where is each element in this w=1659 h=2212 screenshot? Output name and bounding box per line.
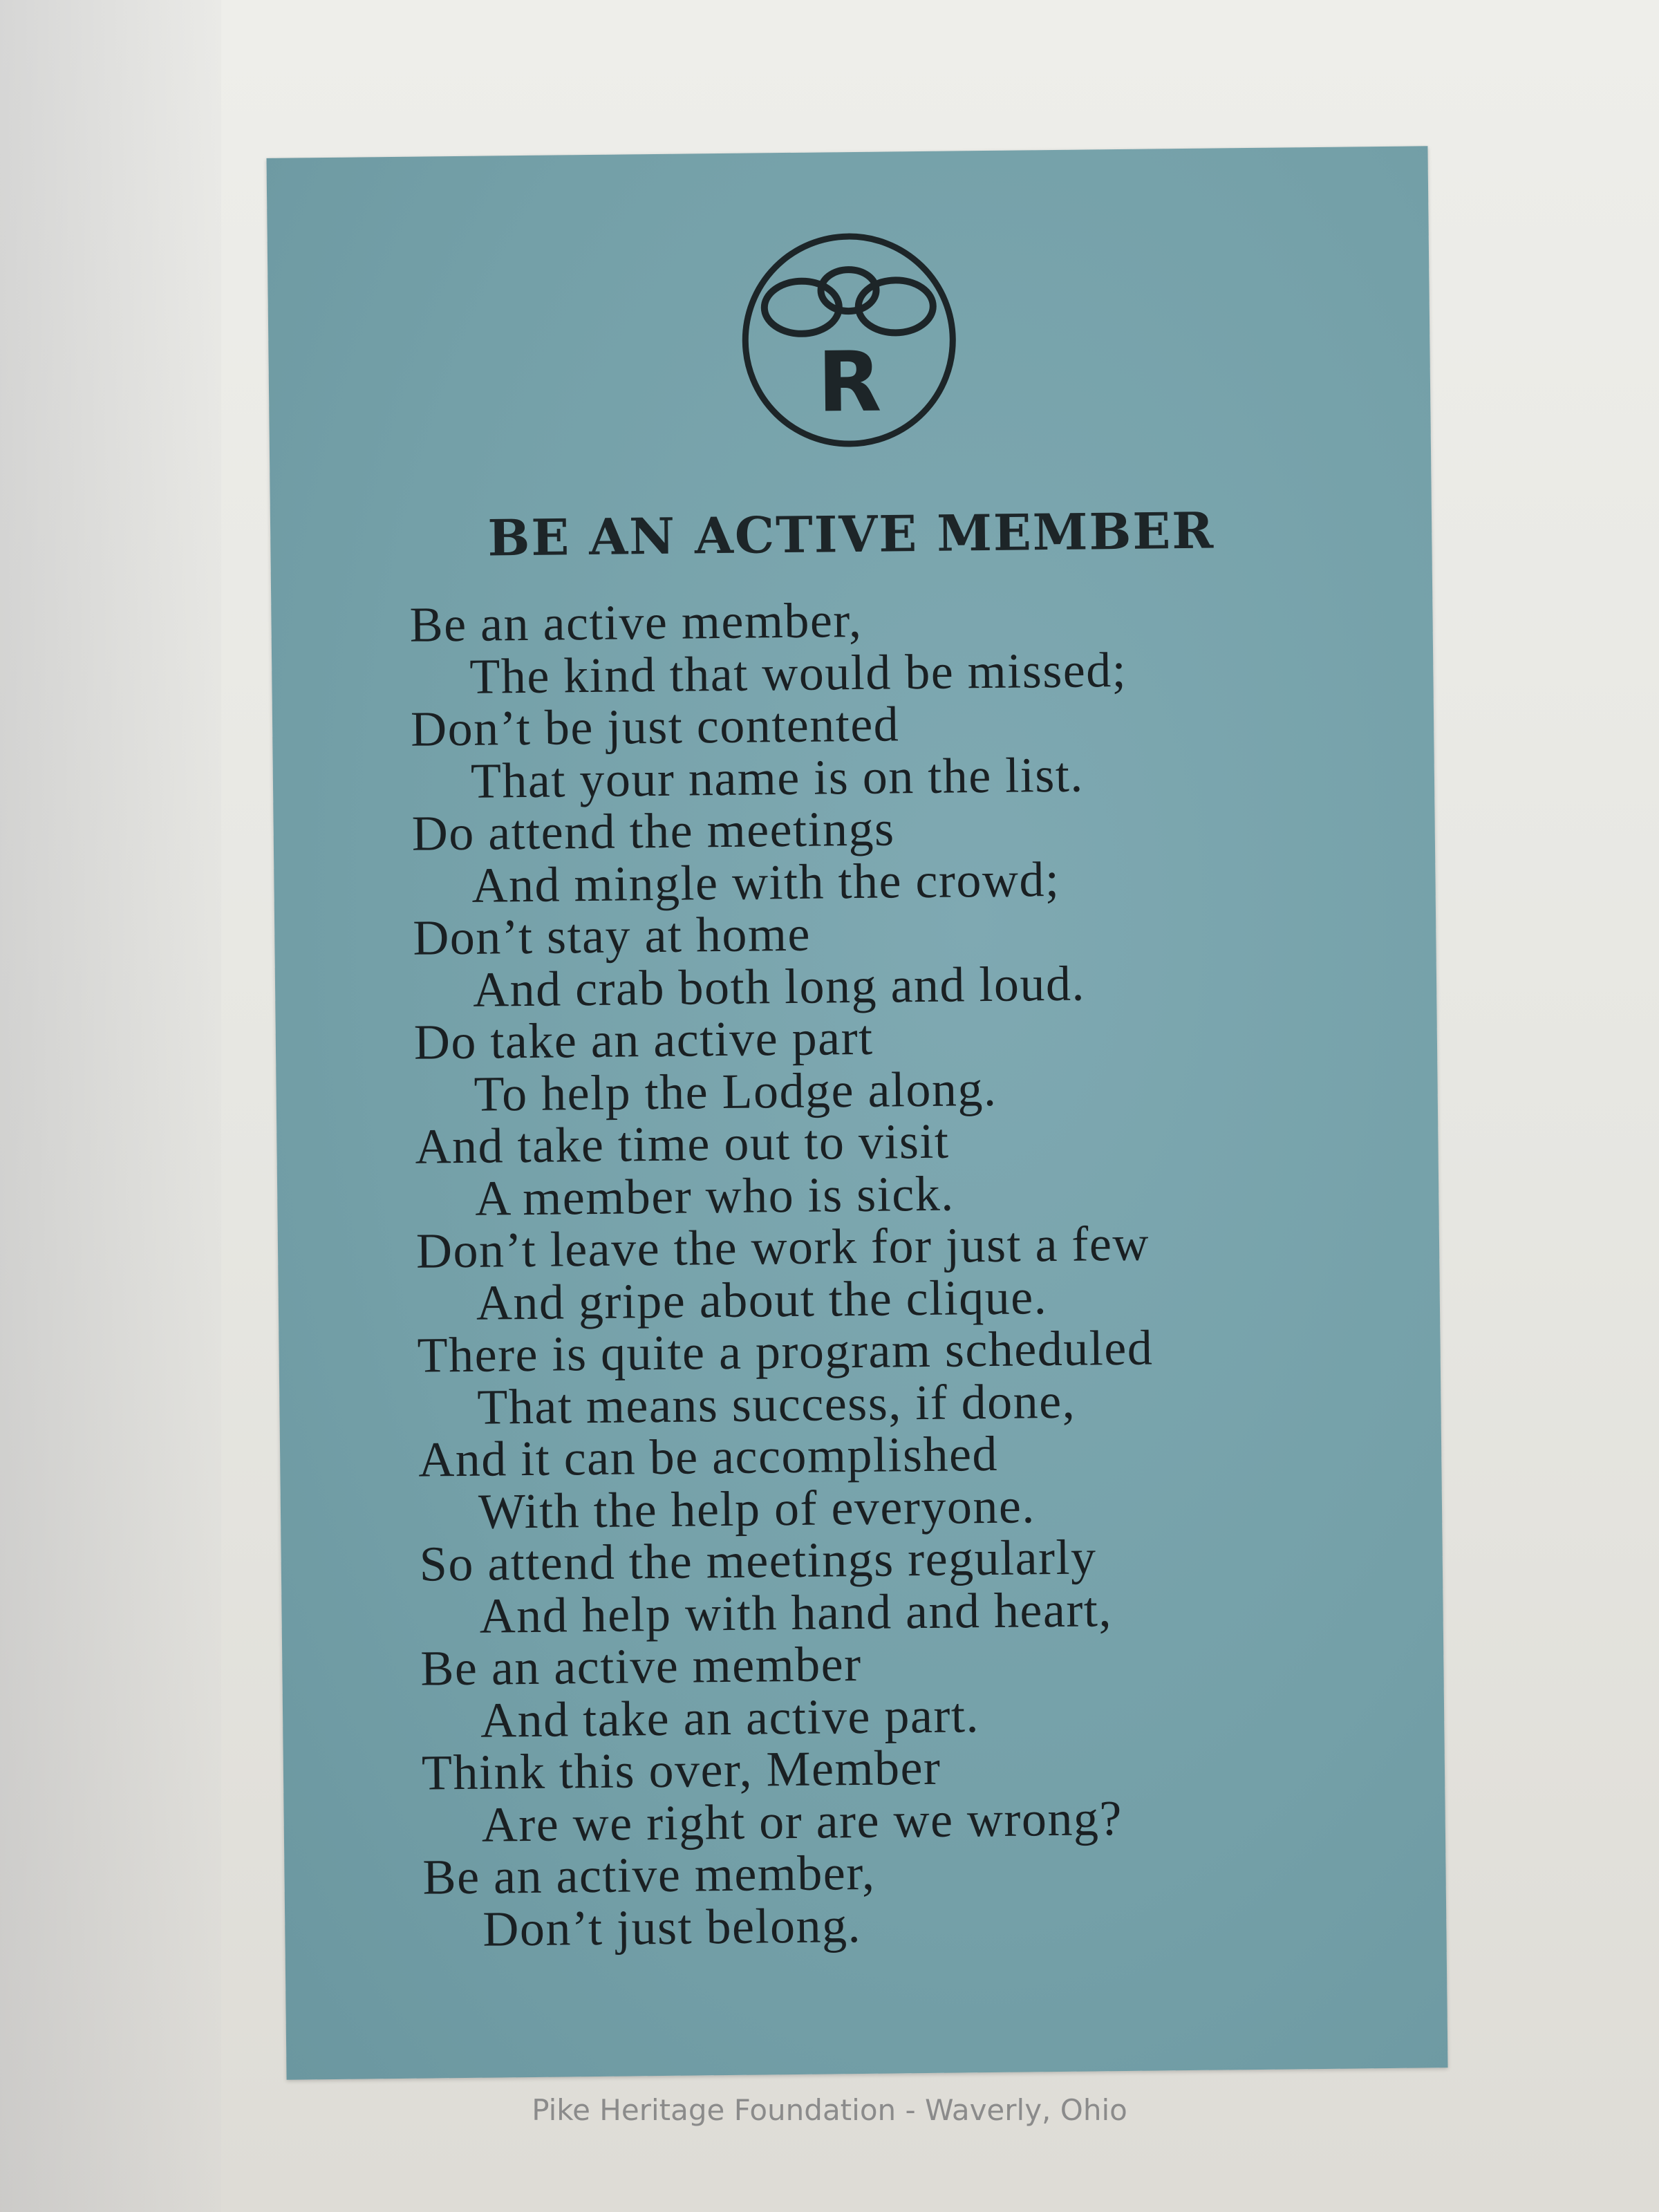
poem-line: Are we right or are we wrong? — [481, 1790, 1123, 1853]
poem-line: There is quite a program scheduled — [417, 1320, 1154, 1383]
poem-line: Be an active member, — [422, 1844, 876, 1905]
poem-line: That your name is on the list. — [470, 747, 1085, 809]
poem-body — [409, 589, 1405, 1956]
poem-line: And take an active part. — [480, 1687, 980, 1748]
photo-caption: Pike Heritage Foundation - Waverly, Ohio — [532, 2093, 1127, 2127]
poem-line: The kind that would be missed; — [469, 641, 1127, 704]
poem-line: And help with hand and heart, — [479, 1581, 1113, 1644]
poem-card — [266, 146, 1447, 2079]
poem-line: And it can be accomplished — [418, 1425, 999, 1488]
page-shadow — [0, 0, 221, 2212]
poem-line: To help the Lodge along. — [474, 1060, 997, 1122]
poem-line: Be an active member — [420, 1635, 862, 1696]
poem-title: BE AN ACTIVE MEMBER — [487, 500, 1215, 568]
poem-line: Don’t leave the work for just a few — [415, 1215, 1150, 1279]
lodge-emblem-icon — [738, 228, 961, 451]
poem-line: Don’t just belong. — [482, 1897, 862, 1957]
poem-line: That means success, if done, — [477, 1373, 1076, 1435]
poem-line: And crab both long and loud. — [472, 955, 1086, 1018]
poem-line: And gripe about the clique. — [476, 1268, 1048, 1331]
poem-line: Do attend the meetings — [411, 800, 895, 861]
poem-line: Don’t stay at home — [412, 906, 812, 966]
poem-line: Be an active member, — [409, 592, 863, 653]
emblem-letter: R — [817, 334, 882, 431]
poem-line: Think this over, Member — [421, 1739, 941, 1801]
poem-line: And mingle with the crowd; — [471, 851, 1060, 913]
poem-line: A member who is sick. — [474, 1165, 955, 1226]
poem-line: Do take an active part — [413, 1009, 874, 1070]
poem-line: So attend the meetings regularly — [419, 1529, 1097, 1592]
poem-line: And take time out to visit — [415, 1113, 950, 1174]
poem-line: With the help of everyone. — [478, 1477, 1036, 1539]
poem-line: Don’t be just contented — [410, 696, 900, 757]
